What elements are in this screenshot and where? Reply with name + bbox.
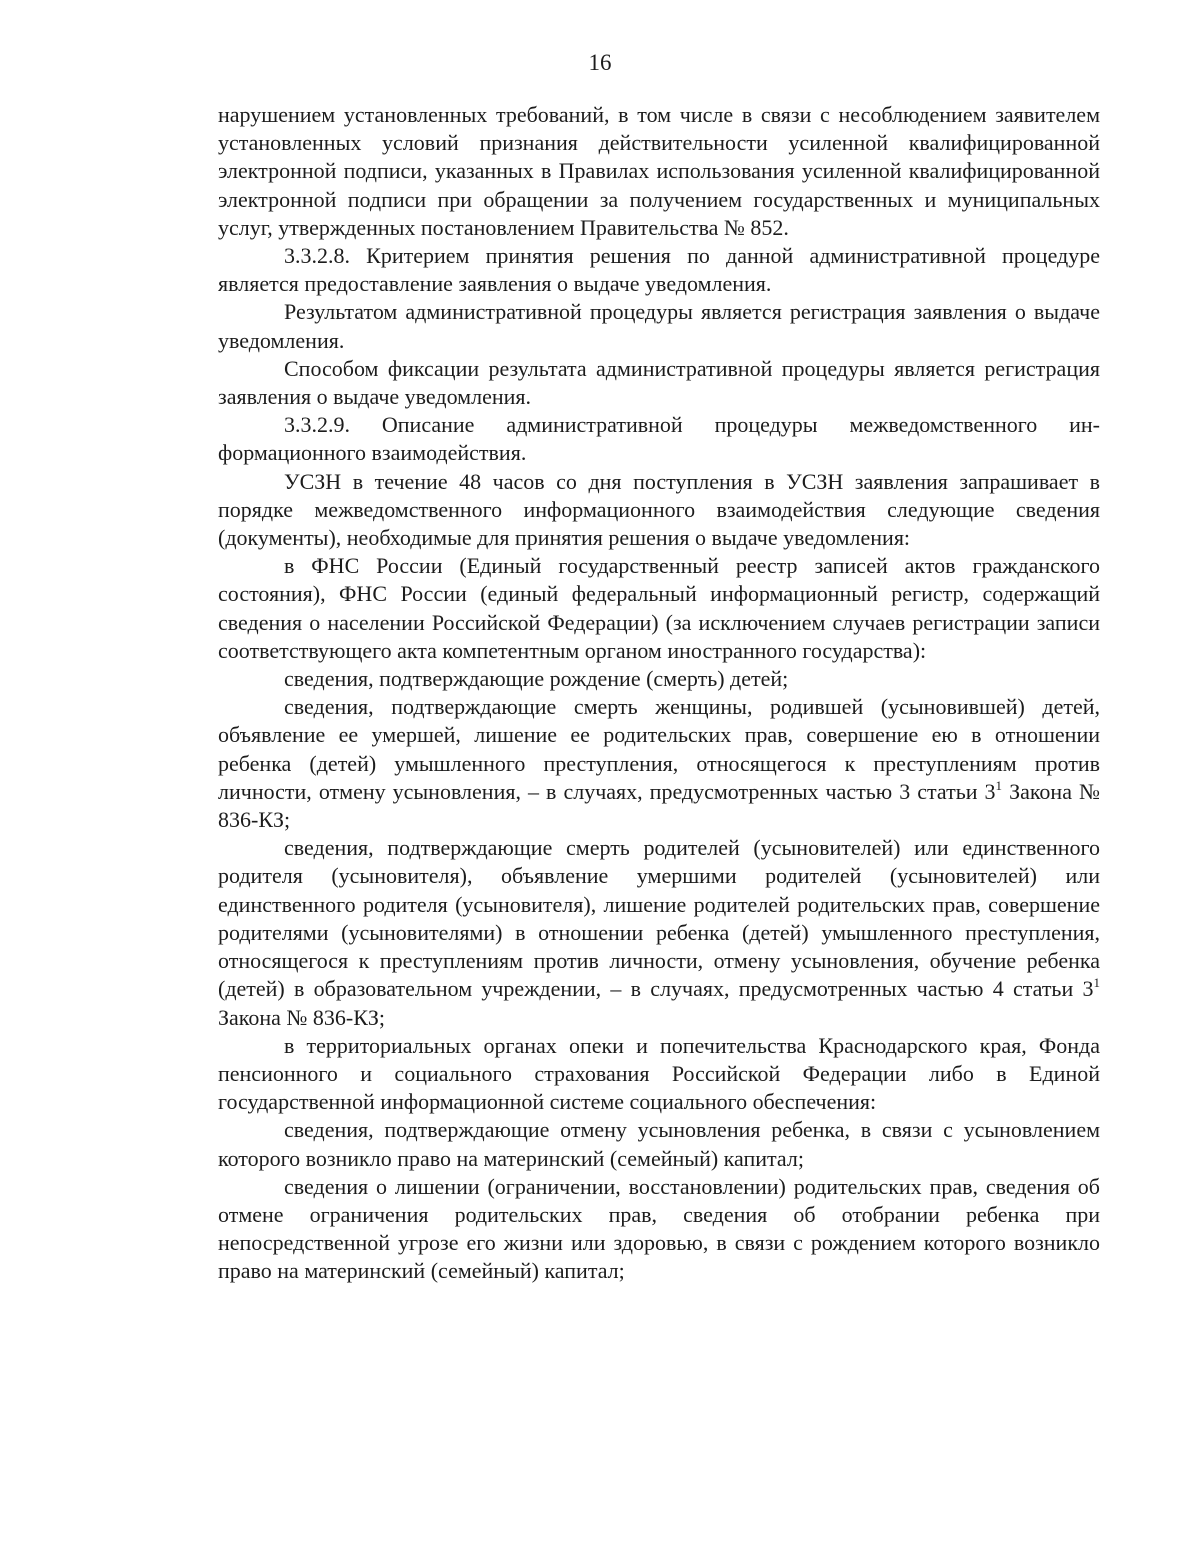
paragraph-parents-death-info: [218, 834, 1100, 1031]
paragraph-text: сведения, подтверждающие смерть женщины, родившей (усыновившей) детей, объявление ее умершей, лишение ее родительских прав, совершение ею в отношении ребенка (детей) умышленного преступления, относящегося к преступлениям против личности, отмену усыновления, – в случаях, предусмотренных частью 3 статьи 3: [218, 694, 1100, 804]
paragraph-adoption-cancel-info: сведения, подтверждающие отмену усыновления ребенка, в связи с усыновлением которого возникло право на материнский (семейный) капитал;: [218, 1117, 1100, 1171]
paragraph-birth-death-info: сведения, подтверждающие рождение (смерть) детей;: [284, 666, 789, 692]
paragraph-result: Результатом административной процедуры является регистрация заявления о выдаче уведомления.: [218, 299, 1100, 353]
paragraph-mother-death-info: [218, 693, 1100, 834]
paragraph-fns-russia: в ФНС России (Единый государственный реестр записей актов гражданского состояния), ФНС России (единый федеральный информационный регистр, содержащий сведения о населении Российской Федерации) (за исключением случаев регистрации записи соответствующего акта компетентным органом иностранного государства):: [218, 553, 1100, 663]
paragraph-text-end: Закона № 836-КЗ;: [218, 778, 1100, 833]
paragraph-text: сведения, подтверждающие смерть родителей (усыновителей) или единственного родителя (усыновителя), объявление умершими родителей (усыновителей) или единственного родителя (усыновителя), лишение родителей родительских прав, совершение родителями (усыновителями) в отношении ребенка (детей) умышленного преступления, относящегося к преступлениям против личности, отмену усыновления, обучение ребенка (детей) в образовательном учреждении, – в случаях, предусмотренных частью 4 статьи 3: [218, 835, 1100, 1002]
paragraph-continuation: нарушением установленных требований, в том числе в связи с несоблюдением заявителем установленных условий признания действительности усиленной квалифицированной электронной подписи, указанных в Правилах использования усиленной квалифицированной электронной подписи при обращении за получением государственных и муниципальных услуг, утвержденных постановлением Правительства № 852.: [218, 102, 1100, 240]
page-number: 16: [588, 50, 612, 75]
paragraph-text-end: Закона № 836-КЗ;: [218, 1004, 386, 1030]
superscript-mark: 1: [1093, 975, 1100, 991]
paragraph-uszn-request: УСЗН в течение 48 часов со дня поступления в УСЗН заявления запрашивает в порядке межведомственного информационного взаимодействия следующие сведения (документы), необходимые для принятия решения о выдаче уведомления:: [218, 468, 1100, 551]
document-body: [218, 101, 1100, 1286]
paragraph-fixation-method: Способом фиксации результата административной процедуры является регистрация заявления о выдаче уведомления.: [218, 355, 1100, 410]
paragraph-3-3-2-9: 3.3.2.9. Описание административной процедуры межведомственного информационного взаимодействия.: [218, 412, 1100, 466]
paragraph-guardianship-bodies: в территориальных органах опеки и попечительства Краснодарского края, Фонда пенсионного и социального страхования Российской Федерации либо в Единой государственной информационной системе социального обеспечения:: [218, 1032, 1100, 1115]
paragraph-3-3-2-8: 3.3.2.8. Критерием принятия решения по данной административной процедуре является предоставление заявления о выдаче уведомления.: [218, 243, 1100, 297]
superscript-mark: 1: [995, 777, 1003, 793]
paragraph-parental-rights-info: сведения о лишении (ограничении, восстановлении) родительских прав, сведения об отмене ограничения родительских прав, сведения об отобрании ребенка при непосредственной угрозе его жизни или здоровью, в связи с рождением которого возникло право на материнский (семейный) капитал;: [218, 1173, 1100, 1284]
